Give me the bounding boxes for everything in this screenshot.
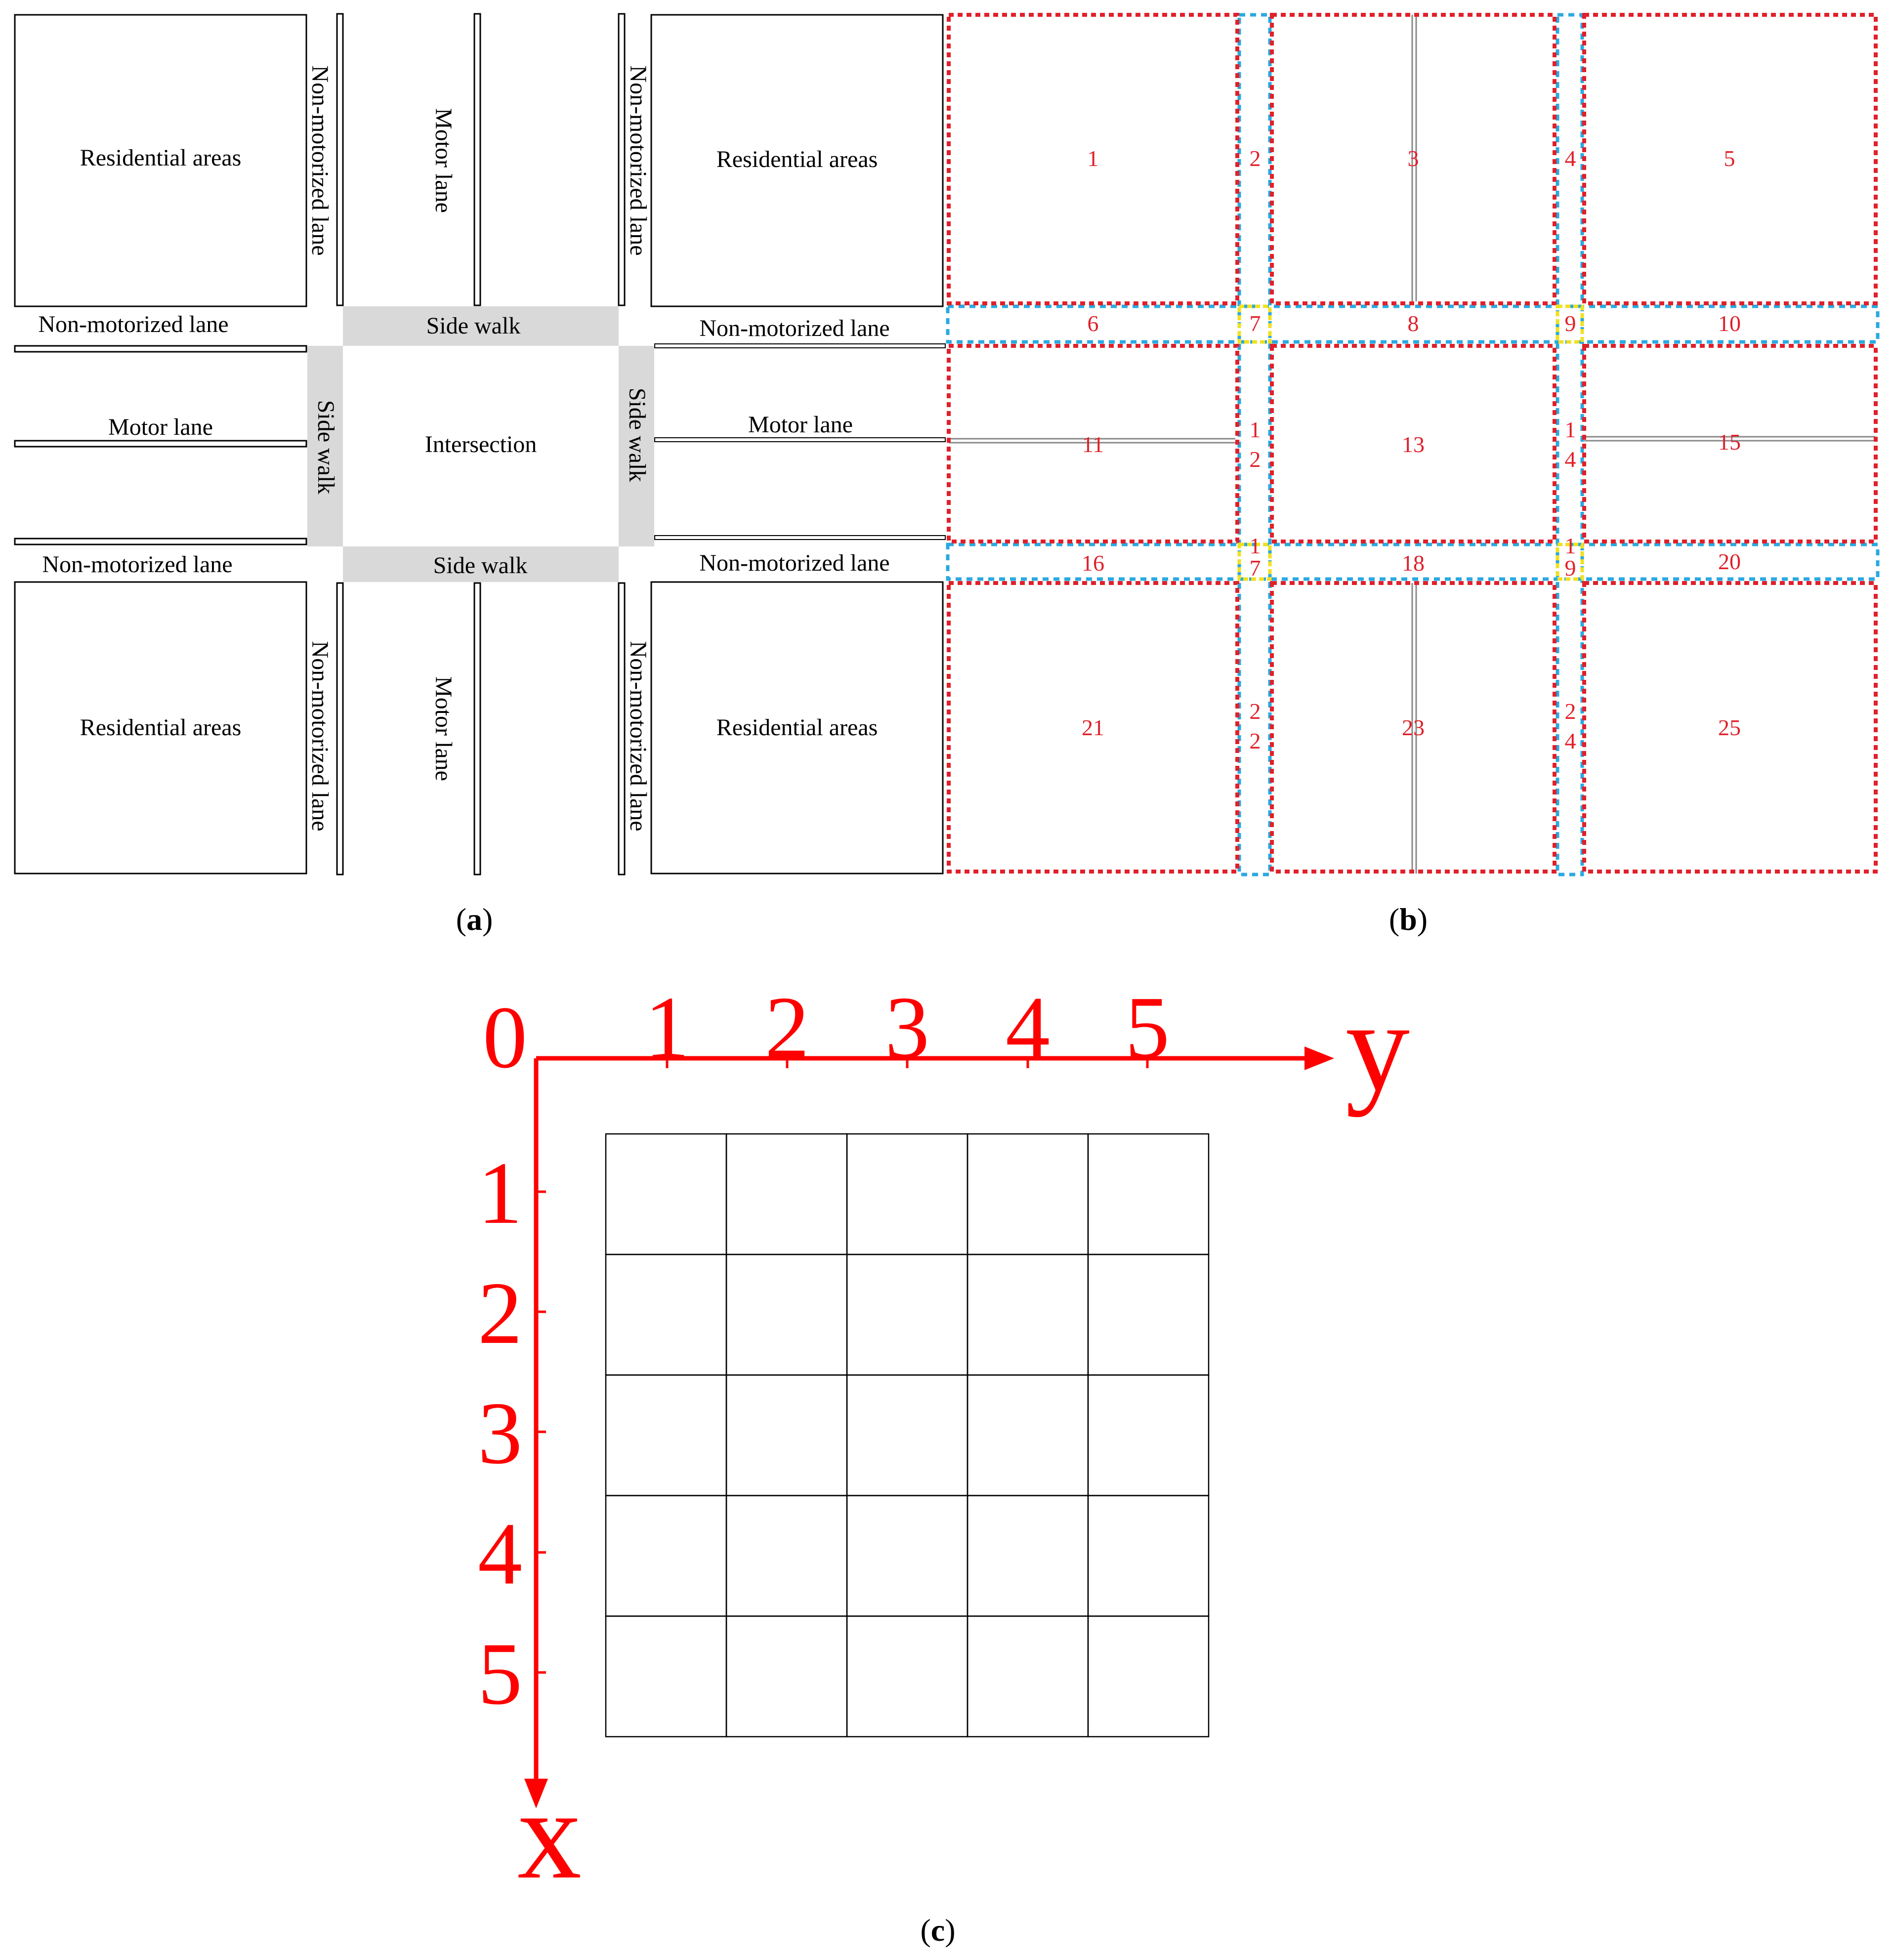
grid-cell [847,1134,968,1254]
zone-number: 4 [1564,146,1576,171]
grid-cell [847,1616,968,1737]
motor-lane-label-mid: Motor lane [748,412,853,438]
non-motorized-label-vertical: Non-motorized lane [307,641,333,832]
zone-number: 9 [1564,555,1576,581]
grid-cell [968,1375,1088,1496]
non-motorized-label-left-bottom: Non-motorized lane [42,551,233,578]
residential-label-bottom-right: Residential areas [716,714,878,741]
zone-number: 1 [1249,417,1261,442]
y-tick-label: 1 [645,978,689,1077]
y-tick-label: 2 [765,978,809,1077]
y-axis-arrowhead [1304,1046,1334,1070]
lane-strip [619,583,625,875]
zone-number: 4 [1564,447,1576,472]
zone-number: 16 [1082,550,1104,576]
residential-label-top-left: Residential areas [80,145,242,171]
lane-strip [474,14,480,305]
grid-cell [847,1254,968,1375]
grid-cell [606,1254,726,1375]
lane-strip [619,14,625,305]
grid-cell [847,1375,968,1496]
sidewalk-label-bottom: Side walk [433,552,528,579]
grid [606,1134,1209,1737]
grid-cell [726,1134,847,1254]
zone-number: 1 [1564,533,1576,558]
zone-number: 15 [1718,429,1741,455]
sidewalk-label-top: Side walk [426,313,521,339]
grid-cell [606,1134,726,1254]
zone-number: 2 [1249,699,1261,724]
non-motorized-label-vertical: Non-motorized lane [625,641,651,832]
zone-number: 5 [1724,146,1735,171]
y-tick-label: 4 [1006,978,1050,1077]
caption-b: (b) [1388,902,1428,937]
non-motorized-label-vertical: Non-motorized lane [625,65,651,256]
lane-strip [15,539,306,544]
zone-number: 20 [1718,549,1741,574]
non-motorized-label-left-top: Non-motorized lane [38,311,229,337]
panel-a [15,14,945,937]
sidewalk-label-right: Side walk [624,387,650,482]
zone-number: 4 [1564,728,1576,753]
grid-cell [1088,1616,1209,1737]
zone-number: 11 [1082,432,1104,457]
grid-cell [1088,1496,1209,1616]
x-tick-label: 2 [478,1264,522,1362]
panel-c [478,975,1410,1948]
grid-cell [968,1254,1088,1375]
zone-number: 1 [1087,146,1099,171]
non-motorized-label-mid-bottom: Non-motorized lane [699,550,890,576]
grid-cell [968,1616,1088,1737]
lane-strip [655,536,945,540]
x-tick-label: 4 [478,1504,522,1603]
non-motorized-label-mid-top: Non-motorized lane [699,315,890,341]
panel-b [948,15,1878,937]
lane-strip [15,346,306,352]
y-tick-label: 3 [885,978,929,1077]
non-motorized-label-vertical: Non-motorized lane [307,65,333,256]
x-tick-label: 5 [478,1625,522,1723]
zone-number: 2 [1564,699,1576,724]
zone-number: 2 [1249,728,1261,753]
grid-cell [1088,1375,1209,1496]
zone-number: 23 [1402,715,1425,740]
grid-cell [726,1496,847,1616]
zone-number: 8 [1407,311,1419,336]
lane-strip [655,438,945,442]
zone-number: 10 [1718,311,1741,336]
zone-number: 7 [1249,555,1261,581]
residential-label-top-right: Residential areas [716,146,878,172]
zone-number: 13 [1402,432,1425,457]
lane-strip [337,14,343,305]
caption-c: (c) [920,1913,956,1948]
zone-number: 3 [1407,146,1419,171]
lane-strip [337,583,343,875]
grid-cell [606,1616,726,1737]
zone-number: 9 [1564,311,1576,336]
motor-lane-label-vertical: Motor lane [430,676,457,781]
y-axis-label: y [1346,975,1410,1118]
caption-a: (a) [456,902,493,937]
zone-number: 2 [1249,447,1261,472]
grid-cell [847,1496,968,1616]
motor-lane-label-vertical: Motor lane [430,108,457,213]
zone-number: 1 [1249,533,1261,558]
grid-cell [606,1496,726,1616]
grid-cell [606,1375,726,1496]
intersection-label: Intersection [424,431,537,458]
lane-strip [474,583,480,875]
grid-cell [1088,1134,1209,1254]
zone-number: 18 [1402,550,1425,576]
y-tick-label: 5 [1125,978,1170,1077]
origin-label: 0 [483,988,527,1086]
residential-label-bottom-left: Residential areas [80,714,242,741]
zone-number: 7 [1249,311,1261,336]
zone-number: 25 [1718,715,1741,740]
grid-cell [726,1375,847,1496]
grid-cell [726,1616,847,1737]
motor-lane-label-left: Motor lane [108,414,213,440]
grid-cell [1088,1254,1209,1375]
x-tick-label: 1 [478,1144,522,1242]
zone-number: 21 [1082,715,1104,740]
x-axis-label: x [517,1763,582,1906]
zone-number: 1 [1564,417,1576,442]
zone-number: 2 [1249,146,1261,171]
lane-strip [655,344,945,348]
grid-cell [968,1496,1088,1616]
lane-strip [15,441,306,447]
zone-number: 6 [1087,311,1099,336]
x-tick-label: 3 [478,1384,522,1482]
grid-cell [968,1134,1088,1254]
sidewalk-label-left: Side walk [313,400,339,495]
grid-cell [726,1254,847,1375]
